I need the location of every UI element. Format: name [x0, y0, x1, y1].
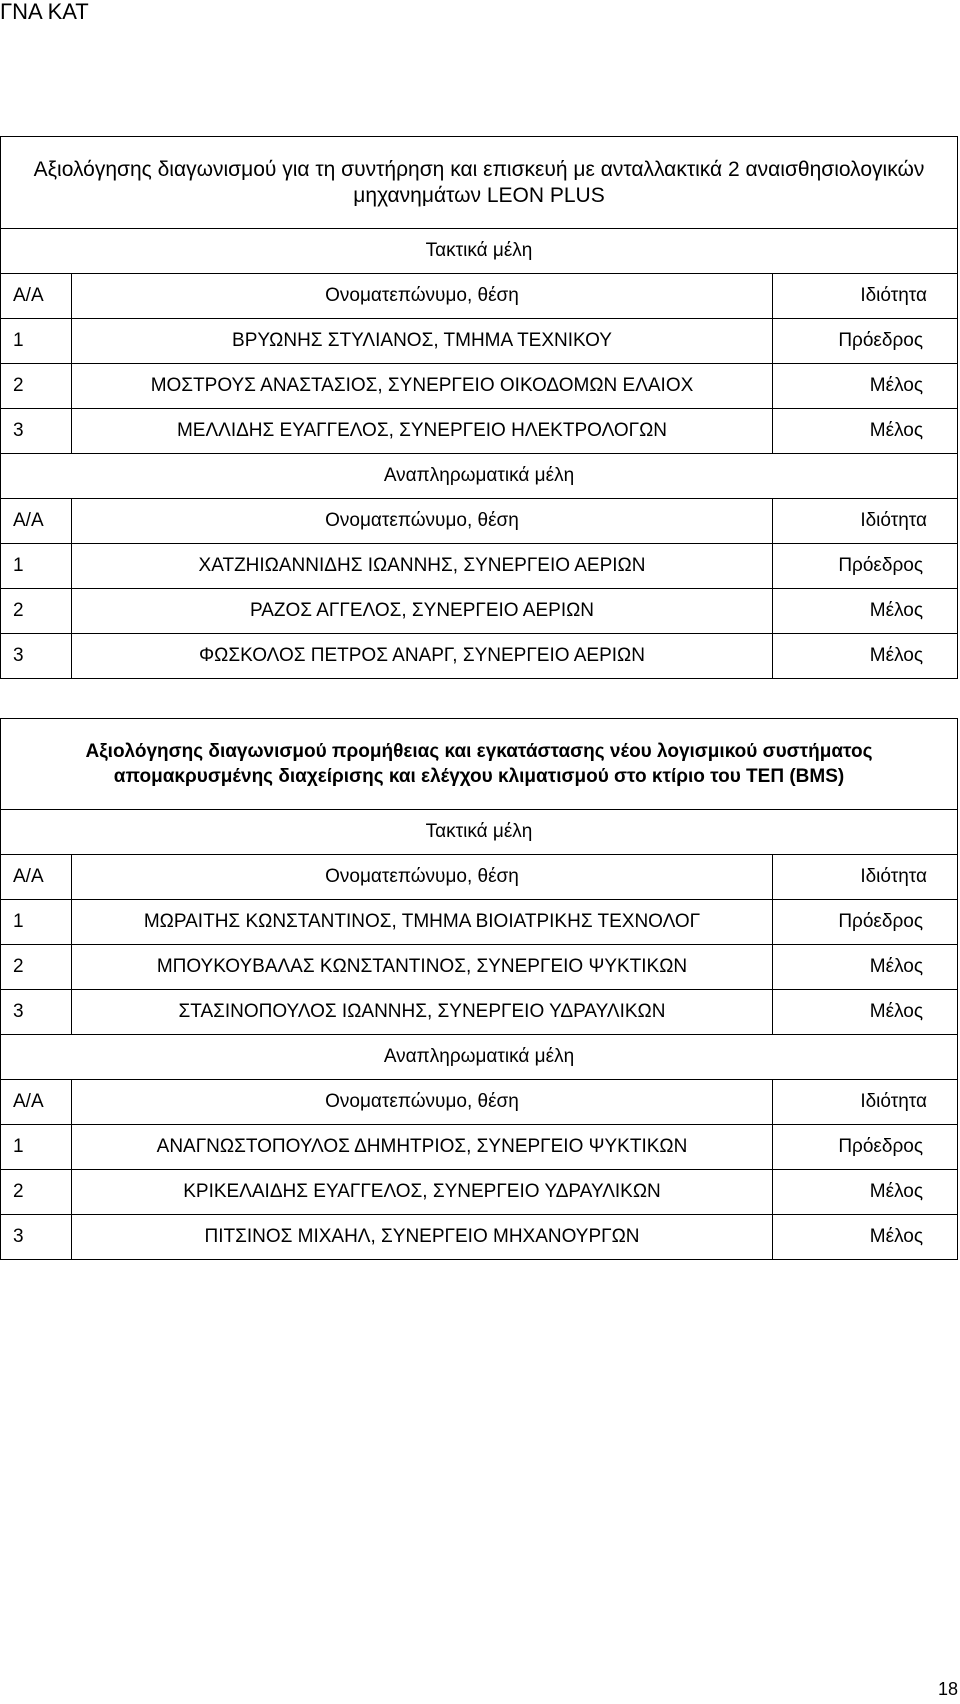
column-header-num: Α/Α — [1, 855, 72, 900]
member-name: ΡΑΖΟΣ ΑΓΓΕΛΟΣ, ΣΥΝΕΡΓΕΙΟ ΑΕΡΙΩΝ — [72, 589, 773, 634]
member-name: ΜΟΣΤΡΟΥΣ ΑΝΑΣΤΑΣΙΟΣ, ΣΥΝΕΡΓΕΙΟ ΟΙΚΟΔΟΜΩΝ ΕΛΑΙΟΧ — [72, 364, 773, 409]
column-header-num: Α/Α — [1, 274, 72, 319]
table-row — [1, 634, 958, 679]
table-row — [1, 945, 958, 990]
section-label-alternate: Αναπληρωματικά μέλη — [1, 454, 958, 499]
table-row — [1, 589, 958, 634]
committee-table — [0, 136, 958, 679]
table-row — [1, 319, 958, 364]
column-header-row — [1, 1080, 958, 1125]
table-row — [1, 544, 958, 589]
page-header: ΓΝΑ ΚΑΤ — [0, 0, 89, 24]
column-header-name: Ονοματεπώνυμο, θέση — [72, 1080, 773, 1125]
member-name: ΜΩΡΑΙΤΗΣ ΚΩΝΣΤΑΝΤΙΝΟΣ, ΤΜΗΜΑ ΒΙΟΙΑΤΡΙΚΗΣ ΤΕΧΝΟΛΟΓ — [72, 900, 773, 945]
member-role: Μέλος — [773, 634, 958, 679]
committee-title: Αξιολόγησης διαγωνισμού προμήθειας και εγκατάστασης νέου λογισμικού συστήματος απομακρυσμένης διαχείρισης και ελέγχου κλιματισμού στο κτίριο του ΤΕΠ (BMS) — [1, 719, 958, 810]
member-name: ΜΠΟΥΚΟΥΒΑΛΑΣ ΚΩΝΣΤΑΝΤΙΝΟΣ, ΣΥΝΕΡΓΕΙΟ ΨΥΚΤΙΚΩΝ — [72, 945, 773, 990]
column-header-role: Ιδιότητα — [773, 855, 958, 900]
column-header-role: Ιδιότητα — [773, 1080, 958, 1125]
member-name: ΣΤΑΣΙΝΟΠΟΥΛΟΣ ΙΩΑΝΝΗΣ, ΣΥΝΕΡΓΕΙΟ ΥΔΡΑΥΛΙΚΩΝ — [72, 990, 773, 1035]
column-header-num: Α/Α — [1, 1080, 72, 1125]
column-header-row — [1, 274, 958, 319]
column-header-name: Ονοματεπώνυμο, θέση — [72, 274, 773, 319]
member-num: 2 — [1, 364, 72, 409]
section-row — [1, 810, 958, 855]
member-name: ΚΡΙΚΕΛΑΙΔΗΣ ΕΥΑΓΓΕΛΟΣ, ΣΥΝΕΡΓΕΙΟ ΥΔΡΑΥΛΙΚΩΝ — [72, 1170, 773, 1215]
member-num: 1 — [1, 900, 72, 945]
member-num: 3 — [1, 634, 72, 679]
column-header-row — [1, 855, 958, 900]
section-row — [1, 229, 958, 274]
section-row — [1, 1035, 958, 1080]
member-role: Μέλος — [773, 409, 958, 454]
member-num: 3 — [1, 990, 72, 1035]
member-name: ΧΑΤΖΗΙΩΑΝΝΙΔΗΣ ΙΩΑΝΝΗΣ, ΣΥΝΕΡΓΕΙΟ ΑΕΡΙΩΝ — [72, 544, 773, 589]
table-row — [1, 990, 958, 1035]
member-num: 1 — [1, 1125, 72, 1170]
member-name: ΑΝΑΓΝΩΣΤΟΠΟΥΛΟΣ ΔΗΜΗΤΡΙΟΣ, ΣΥΝΕΡΓΕΙΟ ΨΥΚΤΙΚΩΝ — [72, 1125, 773, 1170]
member-role: Μέλος — [773, 1170, 958, 1215]
committee-title-row — [1, 719, 958, 810]
table-row — [1, 900, 958, 945]
column-header-num: Α/Α — [1, 499, 72, 544]
member-num: 2 — [1, 1170, 72, 1215]
member-name: ΒΡΥΩΝΗΣ ΣΤΥΛΙΑΝΟΣ, ΤΜΗΜΑ ΤΕΧΝΙΚΟΥ — [72, 319, 773, 364]
member-role: Πρόεδρος — [773, 544, 958, 589]
table-row — [1, 1215, 958, 1260]
member-num: 3 — [1, 1215, 72, 1260]
member-num: 1 — [1, 319, 72, 364]
column-header-name: Ονοματεπώνυμο, θέση — [72, 855, 773, 900]
member-role: Πρόεδρος — [773, 900, 958, 945]
committee-title-row — [1, 137, 958, 229]
member-role: Μέλος — [773, 589, 958, 634]
member-num: 3 — [1, 409, 72, 454]
page-number: 18 — [937, 1679, 958, 1699]
column-header-name: Ονοματεπώνυμο, θέση — [72, 499, 773, 544]
table-row — [1, 1170, 958, 1215]
member-role: Μέλος — [773, 990, 958, 1035]
member-role: Πρόεδρος — [773, 1125, 958, 1170]
section-label-alternate: Αναπληρωματικά μέλη — [1, 1035, 958, 1080]
column-header-role: Ιδιότητα — [773, 499, 958, 544]
member-role: Μέλος — [773, 364, 958, 409]
committee-title: Αξιολόγησης διαγωνισμού για τη συντήρηση και επισκευή με ανταλλακτικά 2 αναισθησιολογικών μηχανημάτων LEON PLUS — [1, 137, 958, 229]
column-header-row — [1, 499, 958, 544]
committee-table — [0, 718, 958, 1260]
member-role: Μέλος — [773, 945, 958, 990]
member-name: ΦΩΣΚΟΛΟΣ ΠΕΤΡΟΣ ΑΝΑΡΓ, ΣΥΝΕΡΓΕΙΟ ΑΕΡΙΩΝ — [72, 634, 773, 679]
member-name: ΠΙΤΣΙΝΟΣ ΜΙΧΑΗΛ, ΣΥΝΕΡΓΕΙΟ ΜΗΧΑΝΟΥΡΓΩΝ — [72, 1215, 773, 1260]
table-row — [1, 364, 958, 409]
table-row — [1, 409, 958, 454]
member-role: Μέλος — [773, 1215, 958, 1260]
member-role: Πρόεδρος — [773, 319, 958, 364]
column-header-role: Ιδιότητα — [773, 274, 958, 319]
member-num: 2 — [1, 945, 72, 990]
section-row — [1, 454, 958, 499]
member-name: ΜΕΛΛΙΔΗΣ ΕΥΑΓΓΕΛΟΣ, ΣΥΝΕΡΓΕΙΟ ΗΛΕΚΤΡΟΛΟΓΩΝ — [72, 409, 773, 454]
section-label-regular: Τακτικά μέλη — [1, 229, 958, 274]
section-label-regular: Τακτικά μέλη — [1, 810, 958, 855]
member-num: 1 — [1, 544, 72, 589]
table-row — [1, 1125, 958, 1170]
member-num: 2 — [1, 589, 72, 634]
